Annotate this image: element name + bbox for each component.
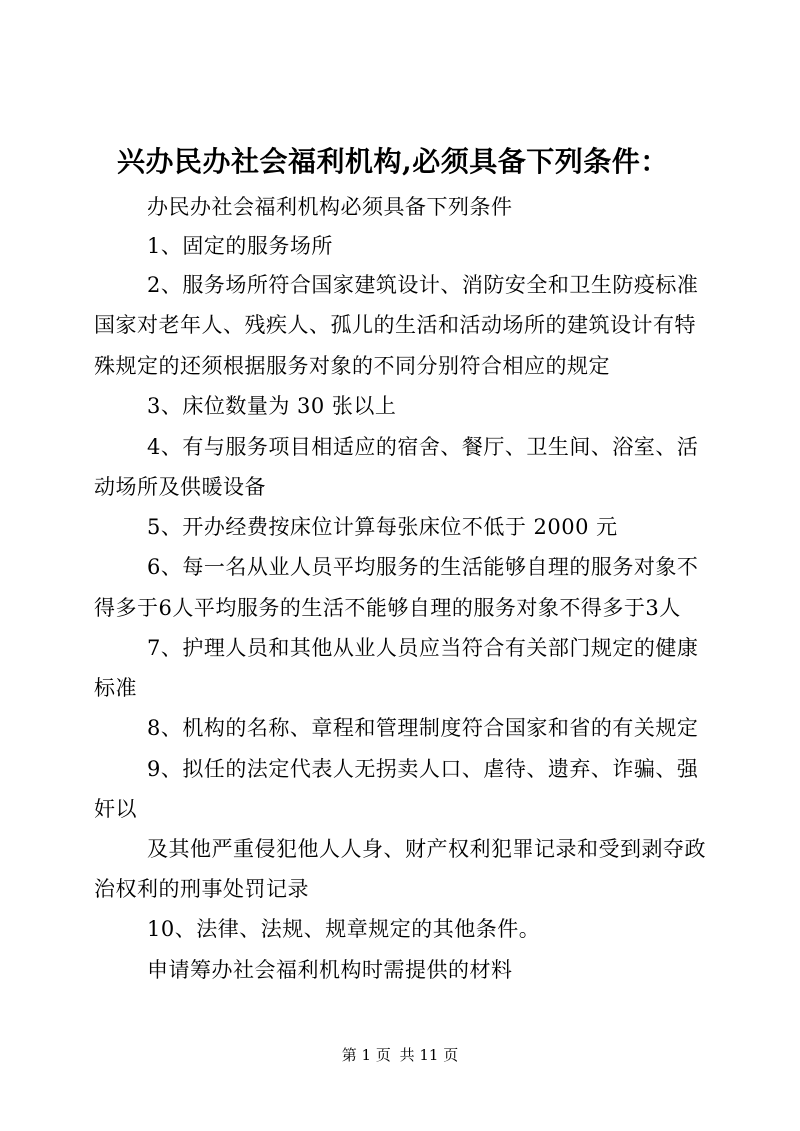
page-footer	[0, 1045, 800, 1065]
paragraph-line: 及其他严重侵犯他人人身、财产权利犯罪记录和受到剥夺政	[147, 837, 706, 861]
paragraph-line: 7、护理人员和其他从业人员应当符合有关部门规定的健康	[147, 636, 699, 660]
paragraph-line: 1、固定的服务场所	[147, 234, 333, 258]
paragraph-line: 申请筹办社会福利机构时需提供的材料	[147, 958, 513, 982]
paragraph-line: 得多于6人平均服务的生活不能够自理的服务对象不得多于3人	[94, 596, 681, 620]
paragraph-line: 6、每一名从业人员平均服务的生活能够自理的服务对象不	[147, 555, 699, 579]
paragraph-line: 动场所及供暖设备	[94, 475, 266, 499]
paragraph-line: 3、床位数量为 30 张以上	[147, 394, 397, 418]
paragraph-line: 国家对老年人、残疾人、孤儿的生活和活动场所的建筑设计有特	[94, 313, 696, 337]
paragraph-line: 治权利的刑事处罚记录	[94, 877, 309, 901]
paragraph-line: 办民办社会福利机构必须具备下列条件	[147, 195, 513, 219]
paragraph-line: 5、开办经费按床位计算每张床位不低于 2000 元	[147, 515, 618, 539]
paragraph-line: 2、服务场所符合国家建筑设计、消防安全和卫生防疫标准	[147, 273, 699, 297]
paragraph-line: 殊规定的还须根据服务对象的不同分别符合相应的规定	[94, 354, 610, 378]
paragraph-line: 标准	[94, 676, 137, 700]
page-number: 第 1 页	[341, 1046, 391, 1064]
page-total: 共 11 页	[399, 1046, 459, 1064]
paragraph-line: 9、拟任的法定代表人无拐卖人口、虐待、遗弃、诈骗、强	[147, 757, 699, 781]
paragraph-line: 8、机构的名称、章程和管理制度符合国家和省的有关规定	[147, 716, 699, 740]
page-title: 兴办民办社会福利机构,必须具备下列条件：	[117, 145, 669, 178]
paragraph-line: 奸以	[94, 797, 137, 821]
paragraph-line: 10、法律、法规、规章规定的其他条件。	[147, 917, 541, 941]
paragraph-line: 4、有与服务项目相适应的宿舍、餐厅、卫生间、浴室、活	[147, 435, 699, 459]
